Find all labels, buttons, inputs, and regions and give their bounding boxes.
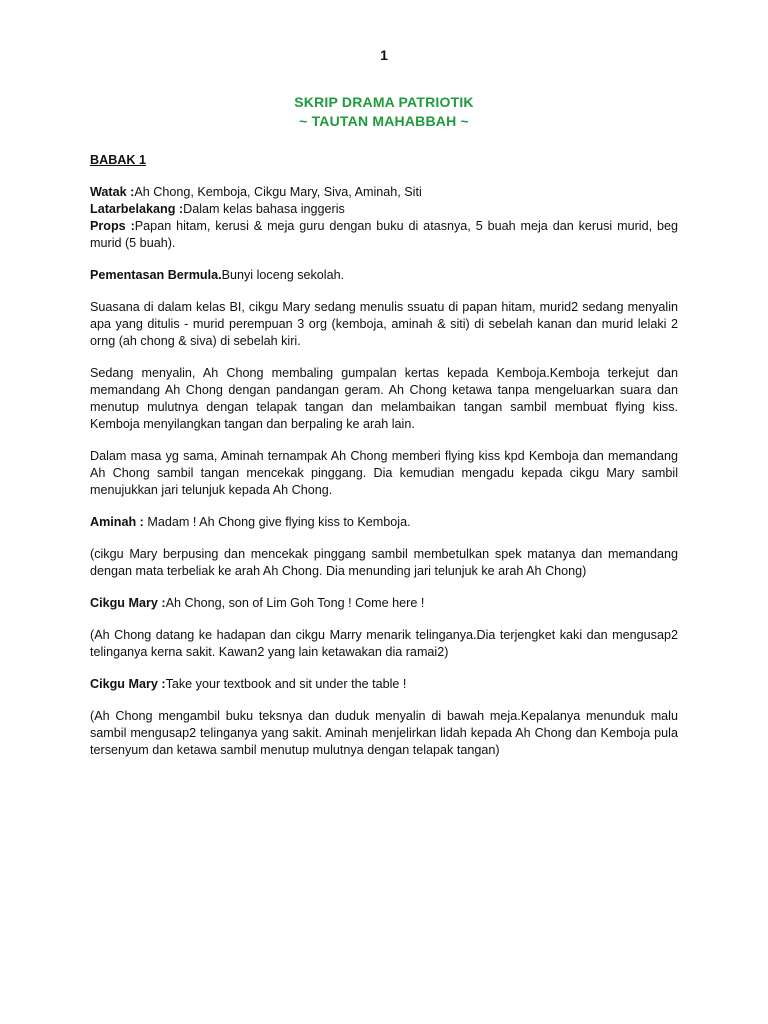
dialog-3-speaker: Cikgu Mary :	[90, 677, 166, 691]
dialog-1-speaker: Aminah :	[90, 515, 144, 529]
script-body	[90, 152, 678, 774]
pementasan-text: Bunyi loceng sekolah.	[221, 268, 345, 282]
watak-text: Ah Chong, Kemboja, Cikgu Mary, Siva, Aminah, Siti	[134, 185, 422, 199]
script-subtitle: ~ TAUTAN MAHABBAH ~	[299, 113, 469, 129]
paragraph-2: Sedang menyalin, Ah Chong membaling gumpalan kertas kepada Kemboja.Kemboja terkejut dan memandang Ah Chong dengan pandangan geram. Ah Chong ketawa tanpa mengeluarkan suara dan menutup mulutnya dengan telapak tangan dan melambaikan tangan sambil membuat flying kiss. Kemboja menyilangkan tangan dan berpaling ke arah lain.	[90, 366, 678, 431]
dialog-2	[90, 595, 678, 612]
dialog-1	[90, 514, 678, 531]
paragraph-4: (cikgu Mary berpusing dan mencekak pinggang sambil membetulkan spek matanya dan memandang dengan mata terbeliak ke arah Ah Chong. Dia menunding jari telunjuk ke arah Ah Chong)	[90, 547, 678, 578]
pementasan-label: Pementasan Bermula.	[90, 268, 222, 282]
watak-line	[90, 184, 678, 201]
latar-label: Latarbelakang :	[90, 202, 184, 216]
paragraph-1: Suasana di dalam kelas BI, cikgu Mary sedang menulis ssuatu di papan hitam, murid2 sedang menyalin apa yang ditulis - murid perempuan 3 org (kemboja, aminah & siti) di sebelah kanan dan murid lelaki 2 orng (ah chong & siva) di sebelah kiri.	[90, 300, 678, 348]
script-title: SKRIP DRAMA PATRIOTIK	[294, 94, 474, 110]
dialog-1-text: Madam ! Ah Chong give flying kiss to Kemboja.	[143, 515, 411, 529]
paragraph-3: Dalam masa yg sama, Aminah ternampak Ah Chong memberi flying kiss kpd Kemboja dan memandang Ah Chong sambil tangan mencekak pinggang. Dia kemudian mengadu kepada cikgu Mary sambil menujukkan jari telunjuk kepada Ah Chong.	[90, 449, 678, 497]
section-heading	[90, 152, 678, 169]
watak-label: Watak :	[90, 185, 135, 199]
dialog-3-text: Take your textbook and sit under the table !	[165, 677, 407, 691]
dialog-3	[90, 676, 678, 693]
babak-heading: BABAK 1	[90, 153, 146, 167]
paragraph-6: (Ah Chong mengambil buku teksnya dan duduk menyalin di bawah meja.Kepalanya menunduk malu sambil mengusap2 telinganya yang sakit. Aminah menjelirkan lidah kepada Ah Chong dan Kemboja pula tersenyum dan ketawa sambil menutup mulutnya dengan telapak tangan)	[90, 709, 678, 757]
dialog-2-text: Ah Chong, son of Lim Goh Tong ! Come here !	[165, 596, 425, 610]
latar-text: Dalam kelas bahasa inggeris	[183, 202, 345, 216]
pementasan-line	[90, 267, 678, 284]
props-label: Props :	[90, 219, 135, 233]
dialog-2-speaker: Cikgu Mary :	[90, 596, 166, 610]
props-text: Papan hitam, kerusi & meja guru dengan buku di atasnya, 5 buah meja dan kerusi murid, beg murid (5 buah).	[90, 219, 678, 250]
latar-line	[90, 201, 678, 218]
page-number: 1	[380, 47, 388, 63]
props-line	[90, 218, 678, 252]
paragraph-5: (Ah Chong datang ke hadapan dan cikgu Marry menarik telinganya.Dia terjengket kaki dan mengusap2 telinganya kerna sakit. Kawan2 yang lain ketawakan dia ramai2)	[90, 628, 678, 659]
